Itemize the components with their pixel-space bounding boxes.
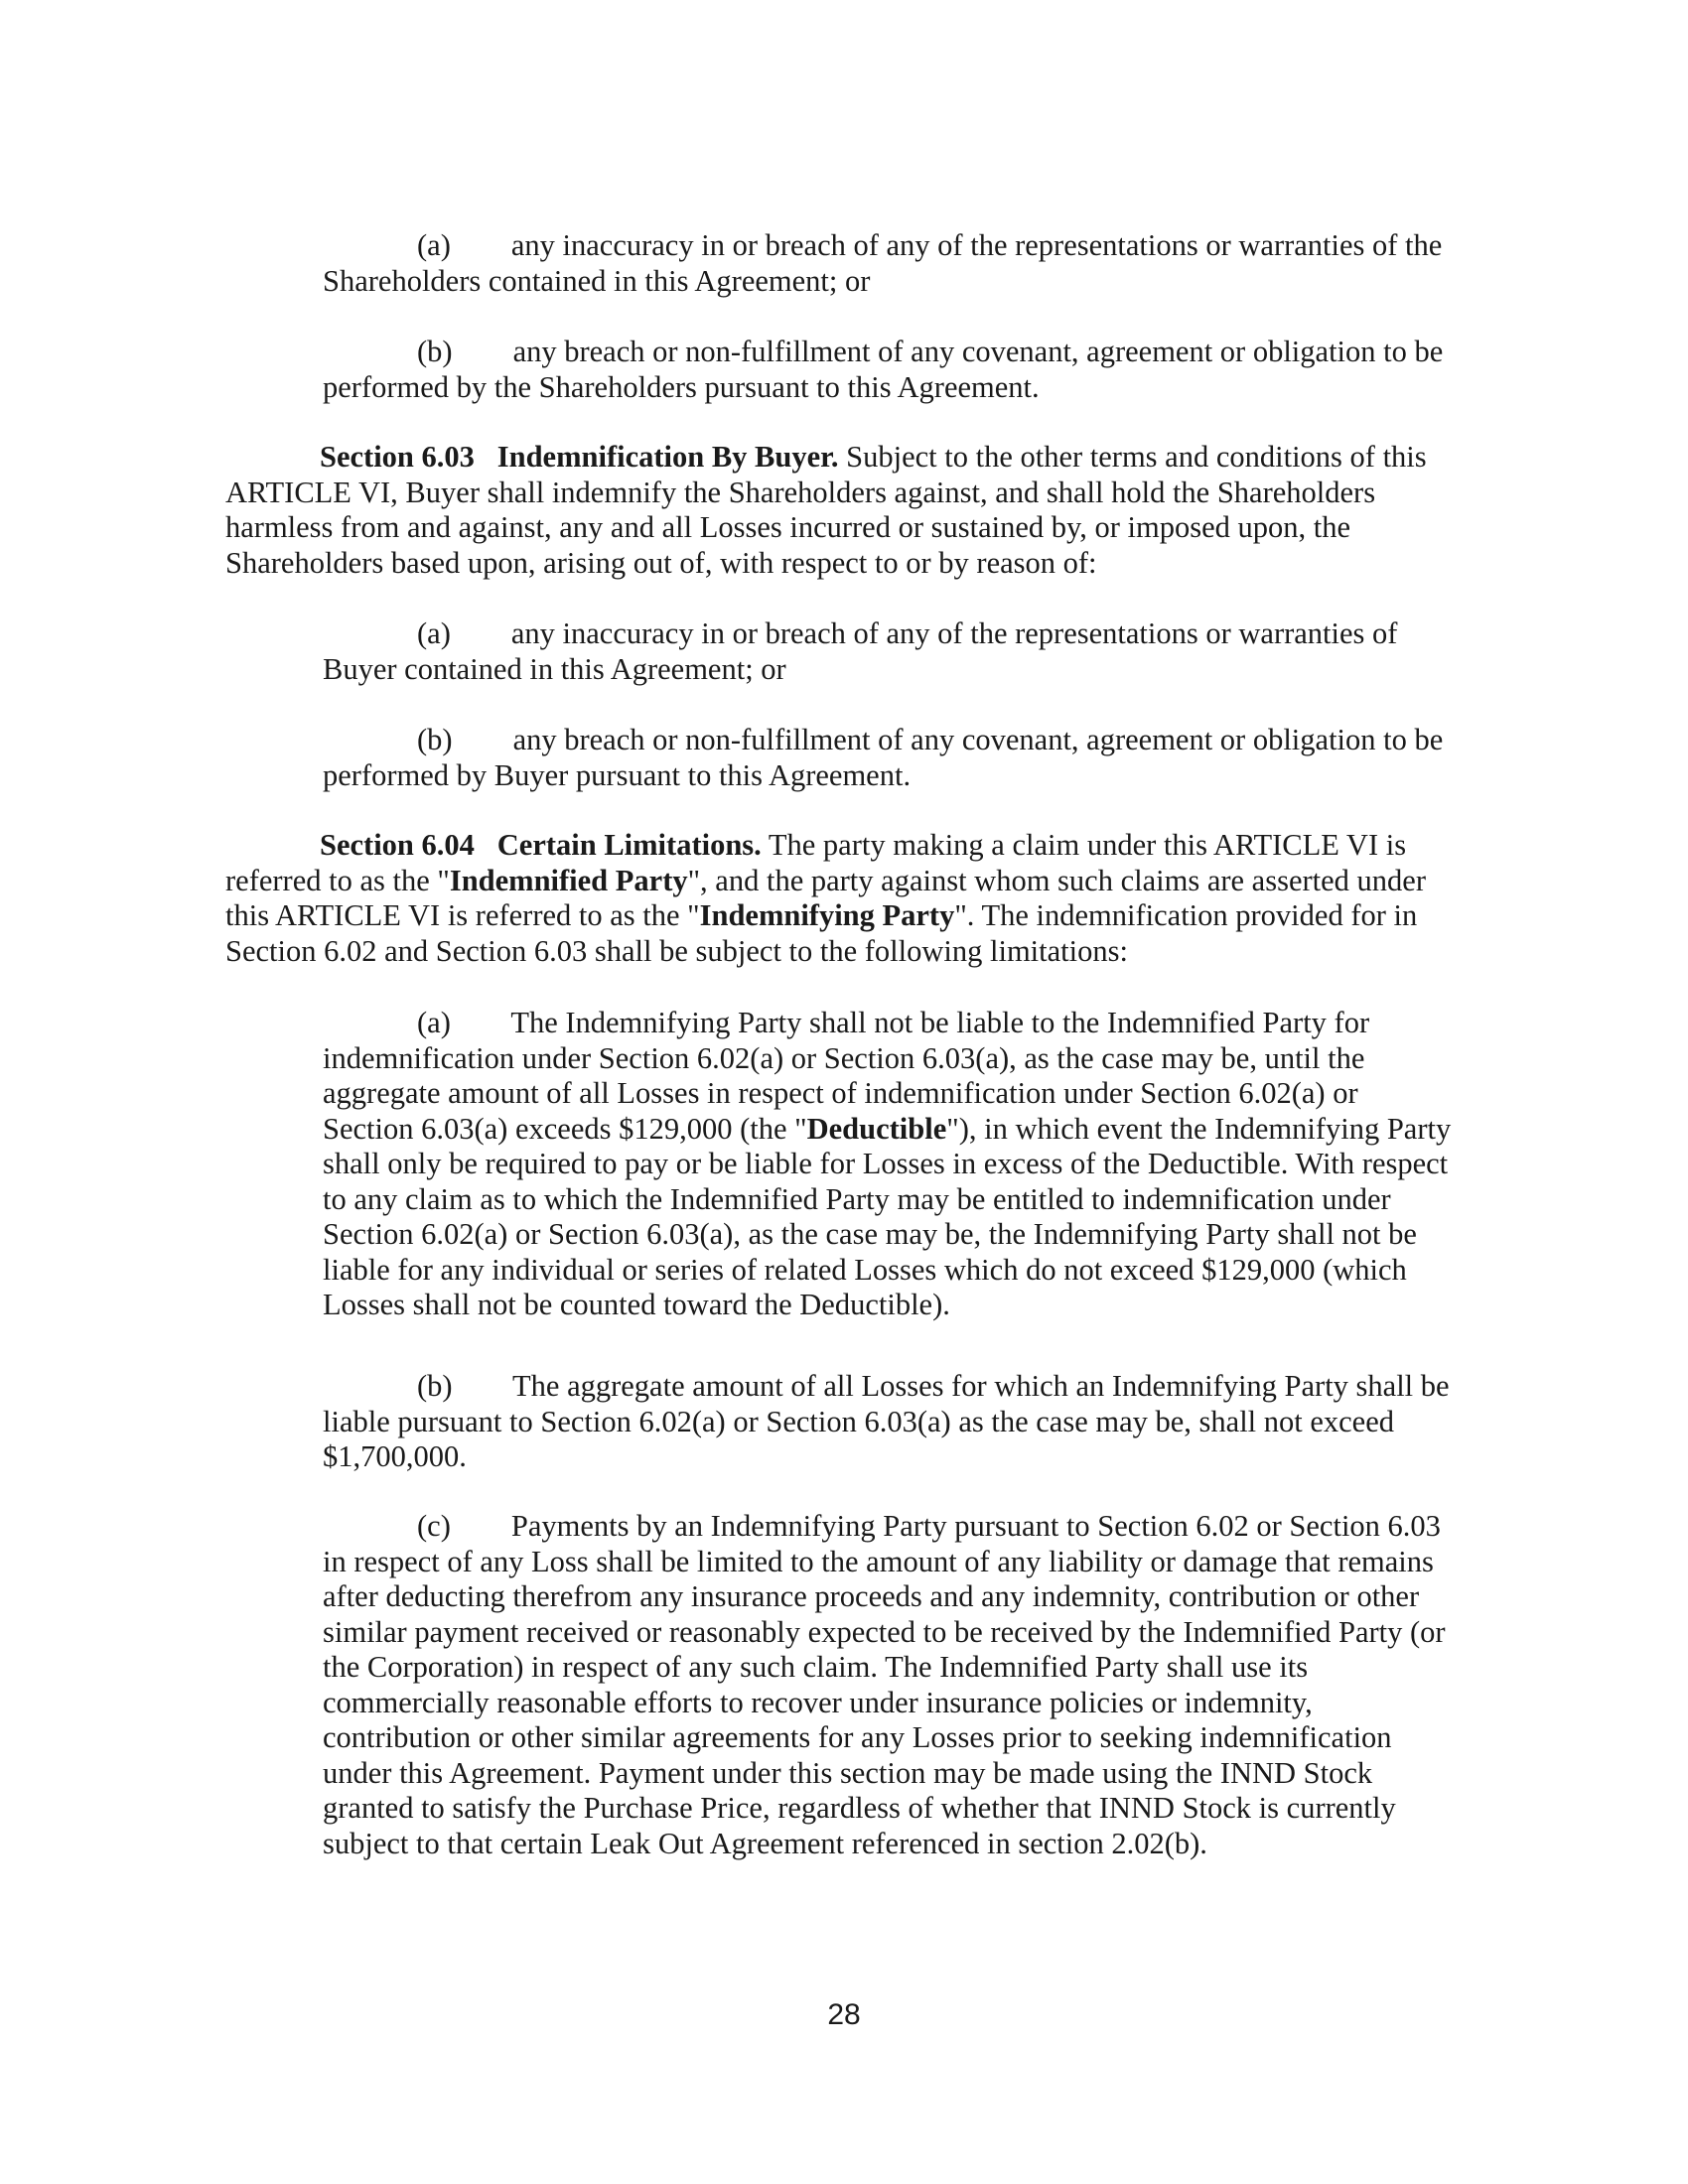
clause-text: "), in which event the Indemnifying Party shall only be required to pay or be liable for Losses in excess of the Deductible. With respect to any claim as to which the Indemnified Party may be entitled to indemnification under Section 6.02(a) or Section 6.03(a), as the case may be, the Indemnifying Party shall not be liable for any individual or series of related Losses which do not exceed $129,000 (which Losses shall not be counted toward the Deductible). xyxy=(323,1111,1452,1321)
section-number: Section 6.04 xyxy=(320,828,475,862)
section-intro: Subject to the other terms and conditions of this ARTICLE VI, Buyer shall indemnify the Shareholders against, and shall hold the Shareholders harmless from and against, any and all Losses incurred or sustained by, or imposed upon, the Shareholders based upon, arising out of, with respect to or by reason of: xyxy=(225,440,1427,580)
section-603-clause-a xyxy=(323,616,1455,687)
clause-label: (c) xyxy=(417,1509,451,1543)
section-603-paragraph xyxy=(225,440,1457,581)
clause-text: Payments by an Indemnifying Party pursuant to Section 6.02 or Section 6.03 in respect of any Loss shall be limited to the amount of any liability or damage that remains after deducting therefrom any insurance proceeds and any indemnity, contribution or other similar payment received or reasonably expected to be received by the Indemnified Party (or the Corporation) in respect of any such claim. The Indemnified Party shall use its commercially reasonable efforts to recover under insurance policies or indemnity, contribution or other similar agreements for any Losses prior to seeking indemnification under this Agreement. Payment under this section may be made using the INND Stock granted to satisfy the Purchase Price, regardless of whether that INND Stock is currently subject to that certain Leak Out Agreement referenced in section 2.02(b). xyxy=(323,1509,1446,1860)
clause-text: The Indemnifying Party shall not be liable to the Indemnified Party for indemnification under Section 6.02(a) or Section 6.03(a), as the case may be, until the aggregate amount of all Losses in respect of indemnification under Section 6.02(a) or Section 6.03(a) exceeds $129,000 (the " xyxy=(323,1006,1370,1146)
page-number: 28 xyxy=(827,1998,861,2031)
section-604-clause-a xyxy=(323,1006,1455,1323)
clause-label: (a) xyxy=(417,228,451,262)
section-604-clause-c xyxy=(323,1509,1455,1861)
section-number: Section 6.03 xyxy=(320,440,475,474)
clause-text: any breach or non-fulfillment of any covenant, agreement or obligation to be performed by Buyer pursuant to this Agreement. xyxy=(323,723,1444,792)
clause-label: (b) xyxy=(417,1369,453,1403)
clause-text: The aggregate amount of all Losses for which an Indemnifying Party shall be liable pursuant to Section 6.02(a) or Section 6.03(a) as the case may be, shall not exceed $1,700,000. xyxy=(323,1369,1450,1473)
section-604-paragraph xyxy=(225,828,1457,969)
section-604-clause-b xyxy=(323,1369,1455,1475)
clause-label: (b) xyxy=(417,723,453,756)
clause-text: any inaccuracy in or breach of any of the representations or warranties of Buyer contained in this Agreement; or xyxy=(323,616,1398,686)
defined-term-deductible: Deductible xyxy=(806,1111,947,1146)
section-intro-part: ", and the party against whom such claims are asserted under this ARTICLE VI is referred to as the " xyxy=(225,863,1426,932)
clause-label: (a) xyxy=(417,616,451,650)
section-intro-part: ". The indemnification provided for in Section 6.02 and Section 6.03 shall be subject to the following limitations: xyxy=(225,898,1418,968)
section-602-clause-b xyxy=(323,335,1455,405)
section-title: Certain Limitations. xyxy=(496,828,762,862)
clause-label: (b) xyxy=(417,335,453,368)
section-603-clause-b xyxy=(323,723,1455,793)
section-intro-part: The party making a claim under this ARTICLE VI is referred to as the " xyxy=(225,828,1407,897)
defined-term-indemnifying-party: Indemnifying Party xyxy=(699,898,955,932)
section-602-clause-a xyxy=(323,228,1455,299)
clause-text: any inaccuracy in or breach of any of the representations or warranties of the Shareholders contained in this Agreement; or xyxy=(323,228,1443,298)
clause-label: (a) xyxy=(417,1006,451,1039)
clause-text: any breach or non-fulfillment of any covenant, agreement or obligation to be performed by the Shareholders pursuant to this Agreement. xyxy=(323,335,1444,404)
defined-term-indemnified-party: Indemnified Party xyxy=(449,863,688,897)
section-title: Indemnification By Buyer. xyxy=(496,440,839,474)
